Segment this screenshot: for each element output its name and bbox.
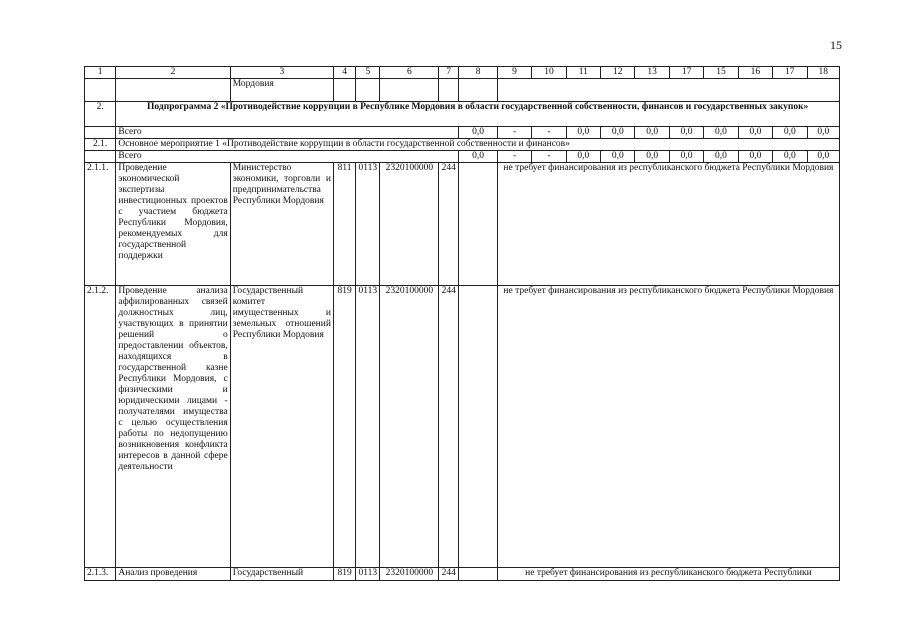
col-num: 4	[333, 67, 355, 79]
grbs-code: 811	[333, 163, 355, 286]
row-number: 2.1.3.	[85, 568, 116, 581]
total-value: 0,0	[738, 151, 772, 163]
col-num: 13	[635, 67, 669, 79]
grbs-code: 819	[333, 286, 355, 568]
total-value: -	[532, 151, 566, 163]
col-num: 15	[704, 67, 738, 79]
total-value: 0,0	[773, 127, 807, 139]
executor-cell: Мордовия	[230, 79, 333, 102]
total-value: 0,0	[669, 151, 703, 163]
col-num: 5	[356, 67, 380, 79]
activity-name: Проведение анализа аффилированных связей должностных лиц, участвующих в принятии решений о предоставлении объектов, находящихся в государственной казне Республики Мордовия, с физическими и юридическими лицами - получателями имущества с целью осуществления работы по недопущению возникновения конфликта интересов в данной сфере деятельности	[116, 286, 230, 568]
row-number: 2.	[85, 102, 116, 127]
col-num: 6	[380, 67, 439, 79]
col-num: 16	[738, 67, 772, 79]
col-num: 12	[601, 67, 635, 79]
col-num: 1	[85, 67, 116, 79]
measure-row	[85, 139, 840, 151]
total-value: -	[497, 127, 531, 139]
col-num: 3	[230, 67, 333, 79]
total-value: 0,0	[635, 151, 669, 163]
page-number: 15	[830, 38, 842, 52]
col-num: 9	[497, 67, 531, 79]
subprogram-title: Подпрограмма 2 «Противодействие коррупции в Республике Мордовия в области государственной собственности, финансов и государственных закупок»	[116, 102, 840, 127]
col-num: 10	[532, 67, 566, 79]
rzpr-code: 0113	[356, 286, 380, 568]
table-row	[85, 568, 840, 581]
csr-code: 2320100000	[380, 286, 439, 568]
measure-title: Основное мероприятие 1 «Противодействие коррупции в области государственной собственности и финансов»	[116, 139, 840, 151]
total-value: 0,0	[566, 127, 600, 139]
total-value: 0,0	[738, 127, 772, 139]
total-value: 0,0	[704, 151, 738, 163]
executor-cell: Государственный комитет имущественных и земельных отношений Республики Мордовия	[230, 286, 333, 568]
col-num: 17	[773, 67, 807, 79]
continued-row	[85, 79, 840, 102]
vr-code: 244	[439, 568, 459, 581]
table-row	[85, 163, 840, 286]
row-number: 2.1.2.	[85, 286, 116, 568]
total-value: -	[532, 127, 566, 139]
rzpr-code: 0113	[356, 163, 380, 286]
grbs-code: 819	[333, 568, 355, 581]
funding-note: не требует финансирования из республиканского бюджета Республики Мордовия	[497, 286, 839, 568]
funding-note: не требует финансирования из республиканского бюджета Республики	[497, 568, 839, 581]
total-value: 0,0	[773, 151, 807, 163]
row-number: 2.1.1.	[85, 163, 116, 286]
column-numbers-row	[85, 67, 840, 79]
row-number: 2.1.	[85, 139, 116, 151]
total-value: -	[497, 151, 531, 163]
total-row	[85, 151, 840, 163]
total-value: 0,0	[807, 151, 840, 163]
col-num: 2	[116, 67, 230, 79]
col-num: 8	[459, 67, 497, 79]
total-label: Всего	[116, 151, 459, 163]
total-value: 0,0	[566, 151, 600, 163]
activity-name: Анализ проведения	[116, 568, 230, 581]
executor-cell: Министерство экономики, торговли и предпринимательства Республики Мордовия	[230, 163, 333, 286]
budget-table	[84, 66, 840, 581]
total-value: 0,0	[459, 127, 497, 139]
funding-note: не требует финансирования из республиканского бюджета Республики Мордовия	[497, 163, 839, 286]
total-value: 0,0	[704, 127, 738, 139]
table-row	[85, 286, 840, 568]
col-num: 7	[439, 67, 459, 79]
vr-code: 244	[439, 163, 459, 286]
total-value: 0,0	[669, 127, 703, 139]
total-value: 0,0	[459, 151, 497, 163]
total-value: 0,0	[635, 127, 669, 139]
vr-code: 244	[439, 286, 459, 568]
rzpr-code: 0113	[356, 568, 380, 581]
total-value: 0,0	[807, 127, 840, 139]
executor-cell: Государственный	[230, 568, 333, 581]
col-num: 18	[807, 67, 840, 79]
total-row	[85, 127, 840, 139]
csr-code: 2320100000	[380, 163, 439, 286]
col-num: 11	[566, 67, 600, 79]
total-value: 0,0	[601, 127, 635, 139]
subprogram-row	[85, 102, 840, 127]
total-label: Всего	[116, 127, 459, 139]
activity-name: Проведение экономической экспертизы инвестиционных проектов с участием бюджета Республики Мордовия, рекомендуемых для государственной поддержки	[116, 163, 230, 286]
csr-code: 2320100000	[380, 568, 439, 581]
col-num: 17	[669, 67, 703, 79]
total-value: 0,0	[601, 151, 635, 163]
